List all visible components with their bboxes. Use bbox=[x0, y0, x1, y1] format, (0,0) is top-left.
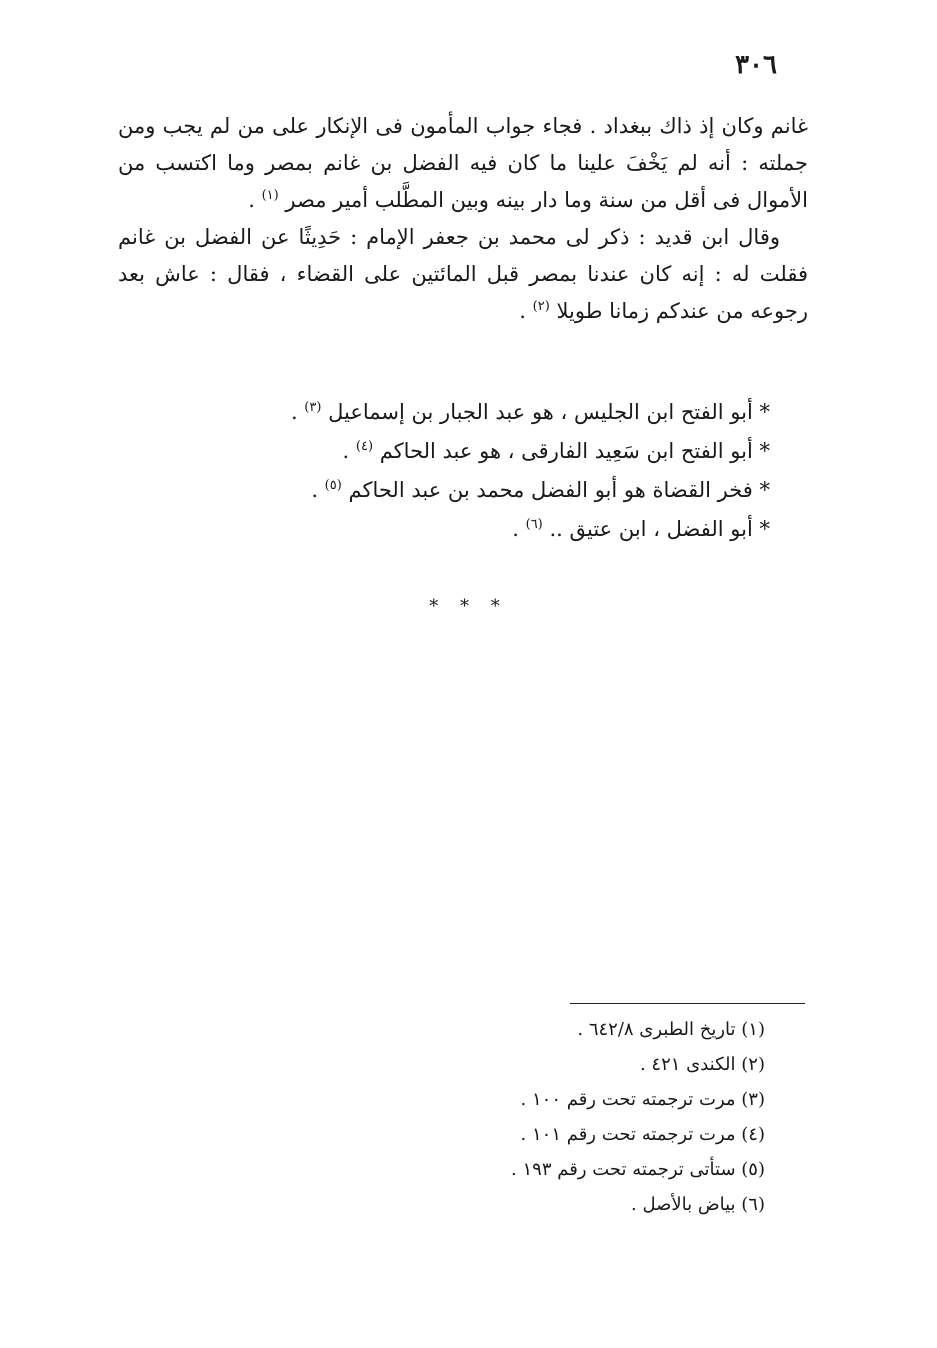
entry-text: * أبو الفتح ابن سَعِيد الفارقى ، هو عبد الحاكم bbox=[379, 439, 770, 463]
entry-list bbox=[200, 393, 770, 549]
entry-text: * أبو الفتح ابن الجليس ، هو عبد الجبار بن إسماعيل bbox=[328, 400, 770, 424]
paragraph-text: وقال ابن قديد : ذكر لى محمد بن جعفر الإمام : حَدِيثًا عن الفضل بن غانم فقلت له : إنه كان عندنا بمصر قبل المائتين على القضاء ، فقال : عاش بعد رجوعه من عندكم زمانا طويلا bbox=[118, 225, 808, 323]
entry-item bbox=[200, 510, 770, 549]
entry-text: * فخر القضاة هو أبو الفضل محمد بن عبد الحاكم bbox=[348, 478, 770, 502]
entry-item bbox=[200, 471, 770, 510]
paragraph-text: غانم وكان إذ ذاك ببغداد . فجاء جواب المأمون فى الإنكار على من لم يجب ومن جملته : أنه لم يَخْفَ علينا ما كان فيه الفضل بن غانم بمصر وما اكتسب من الأموال فى أقل من سنة وما دار بينه وبين المطَّلب أمير مصر bbox=[118, 114, 808, 212]
footnote-item: (٢) الكندى ٤٢١ . bbox=[639, 1054, 765, 1075]
body-text bbox=[118, 108, 808, 330]
paragraph bbox=[118, 219, 808, 330]
entry-item bbox=[200, 432, 770, 471]
entry-end: . bbox=[290, 400, 305, 424]
paragraph-end: . bbox=[248, 188, 262, 212]
entry-item bbox=[200, 393, 770, 432]
footnote-item: (٤) مرت ترجمته تحت رقم ١٠١ . bbox=[520, 1124, 765, 1145]
footnote-marker: (٥) bbox=[324, 478, 342, 493]
footnote-marker: (٣) bbox=[304, 400, 322, 415]
footnotes bbox=[440, 1012, 765, 1222]
footnote-marker: (٢) bbox=[532, 299, 550, 314]
entry-text: * أبو الفضل ، ابن عتيق .. bbox=[549, 517, 770, 541]
footnote-item: (٣) مرت ترجمته تحت رقم ١٠٠ . bbox=[520, 1089, 765, 1110]
paragraph bbox=[118, 108, 808, 219]
entry-end: . bbox=[342, 439, 356, 463]
entry-end: . bbox=[311, 478, 325, 502]
footnote-divider bbox=[570, 1003, 805, 1004]
footnote-item: (١) تاريخ الطبرى ٦٤٢/٨ . bbox=[577, 1019, 765, 1040]
footnote-item: (٦) بياض بالأصل . bbox=[631, 1194, 765, 1215]
footnote-marker: (٤) bbox=[355, 439, 374, 454]
page-number: ٣٠٦ bbox=[735, 50, 777, 80]
footnote-marker: (٦) bbox=[525, 517, 543, 532]
section-separator: * * * bbox=[429, 596, 508, 617]
paragraph-end: . bbox=[519, 299, 533, 323]
footnote-marker: (١) bbox=[261, 188, 279, 203]
entry-end: . bbox=[512, 517, 526, 541]
footnote-item: (٥) ستأتى ترجمته تحت رقم ١٩٣ . bbox=[511, 1159, 765, 1180]
